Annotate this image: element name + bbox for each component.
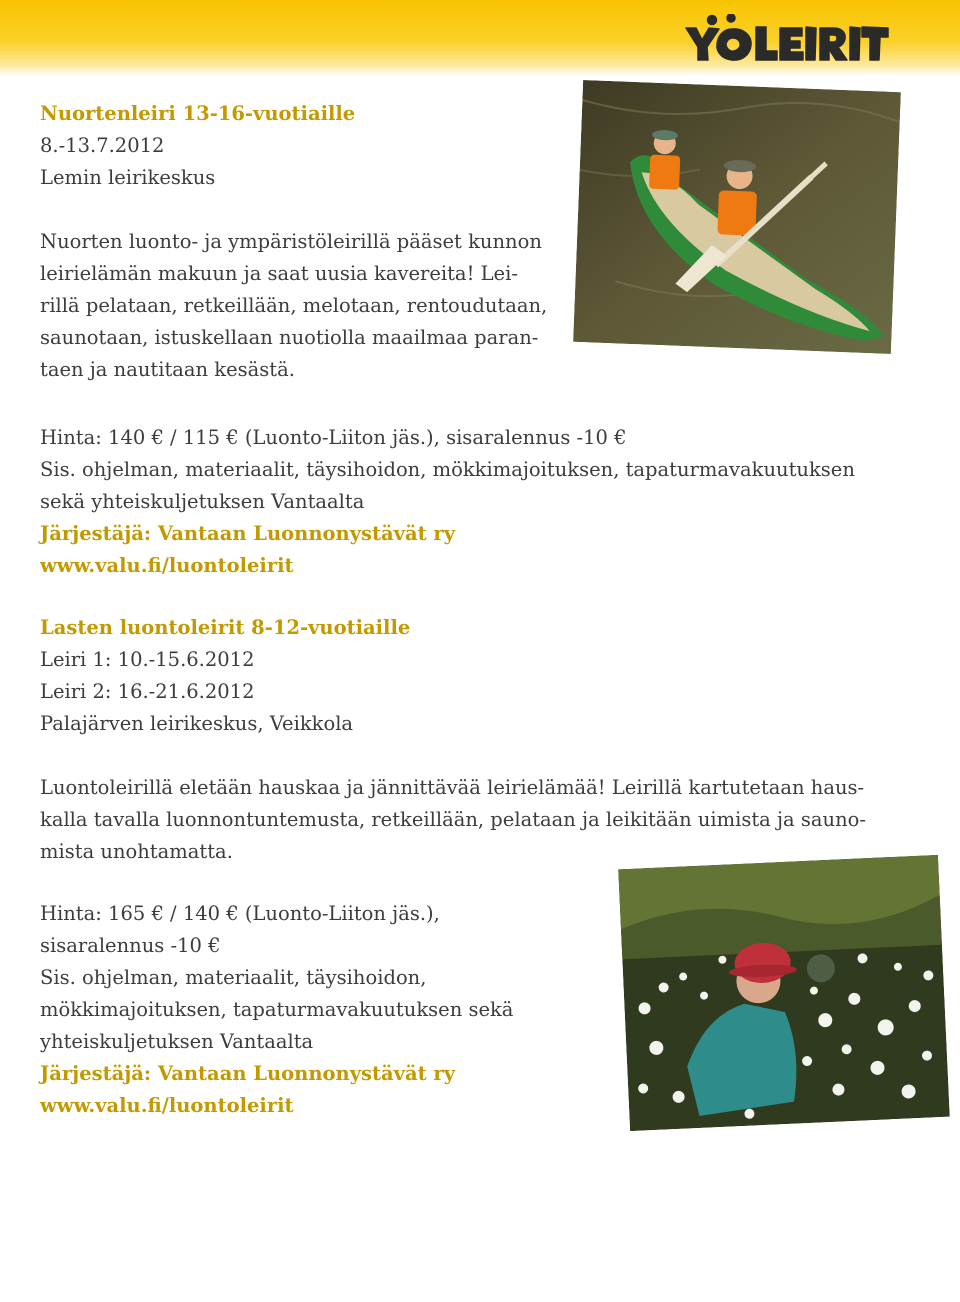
camp1-location: Lemin leirikeskus xyxy=(40,166,216,189)
camp2-includes-line: yhteiskuljetuksen Vantaalta xyxy=(40,1030,314,1053)
camp1-url-link[interactable]: www.valu.fi/luontoleirit xyxy=(40,554,294,577)
camp2-price-line: sisaralennus -10 € xyxy=(40,934,221,957)
camp2-price-line: Hinta: 165 € / 140 € (Luonto-Liiton jäs.), xyxy=(40,902,440,925)
camp2-session2: Leiri 2: 16.-21.6.2012 xyxy=(40,680,255,703)
desc-line: saunotaan, istuskellaan nuotiolla maailmaa paran- xyxy=(40,326,539,349)
desc-line: kalla tavalla luonnontuntemusta, retkeillään, pelataan ja leikitään uimista ja sauno- xyxy=(40,808,866,831)
yoleirit-logo xyxy=(682,14,914,66)
camp1-title: Nuortenleiri 13-16-vuotiaille xyxy=(40,102,356,125)
desc-line: rillä pelataan, retkeillään, melotaan, rentoudutaan, xyxy=(40,294,548,317)
camp2-organizer: Järjestäjä: Vantaan Luonnonystävät ry xyxy=(40,1062,456,1085)
camp1-includes-line: Sis. ohjelman, materiaalit, täysihoidon, mökkimajoituksen, tapaturmavakuutuksen xyxy=(40,458,855,481)
desc-line: Luontoleirillä eletään hauskaa ja jännittävää leirielämää! Leirillä kartutetaan haus- xyxy=(40,776,865,799)
camp1-includes-line: sekä yhteiskuljetuksen Vantaalta xyxy=(40,490,365,513)
camp2-includes-line: mökkimajoituksen, tapaturmavakuutuksen sekä xyxy=(40,998,514,1021)
camp1-section xyxy=(40,98,570,386)
camp2-details xyxy=(40,898,600,1122)
camp2-description xyxy=(40,772,920,868)
camp2-includes-line: Sis. ohjelman, materiaalit, täysihoidon, xyxy=(40,966,427,989)
desc-line: taen ja nautitaan kesästä. xyxy=(40,358,295,381)
camp2-title: Lasten luontoleirit 8-12-vuotiaille xyxy=(40,616,411,639)
camp2-location: Palajärven leirikeskus, Veikkola xyxy=(40,712,354,735)
camp1-dates: 8.-13.7.2012 xyxy=(40,134,165,157)
top-banner xyxy=(0,0,960,76)
desc-line: leirielämän makuun ja saat uusia kavereita! Lei- xyxy=(40,262,518,285)
camp1-details xyxy=(40,422,920,582)
camp1-organizer: Järjestäjä: Vantaan Luonnonystävät ry xyxy=(40,522,456,545)
desc-line: Nuorten luonto- ja ympäristöleirillä pääset kunnon xyxy=(40,230,542,253)
flower-meadow-photo xyxy=(618,855,950,1131)
camp2-url-link[interactable]: www.valu.fi/luontoleirit xyxy=(40,1094,294,1117)
canoe-photo xyxy=(573,80,901,354)
camp1-price: Hinta: 140 € / 115 € (Luonto-Liiton jäs.), sisaralennus -10 € xyxy=(40,426,627,449)
camp1-description xyxy=(40,226,570,386)
camp2-section xyxy=(40,612,920,740)
desc-line: mista unohtamatta. xyxy=(40,840,233,863)
camp2-session1: Leiri 1: 10.-15.6.2012 xyxy=(40,648,255,671)
